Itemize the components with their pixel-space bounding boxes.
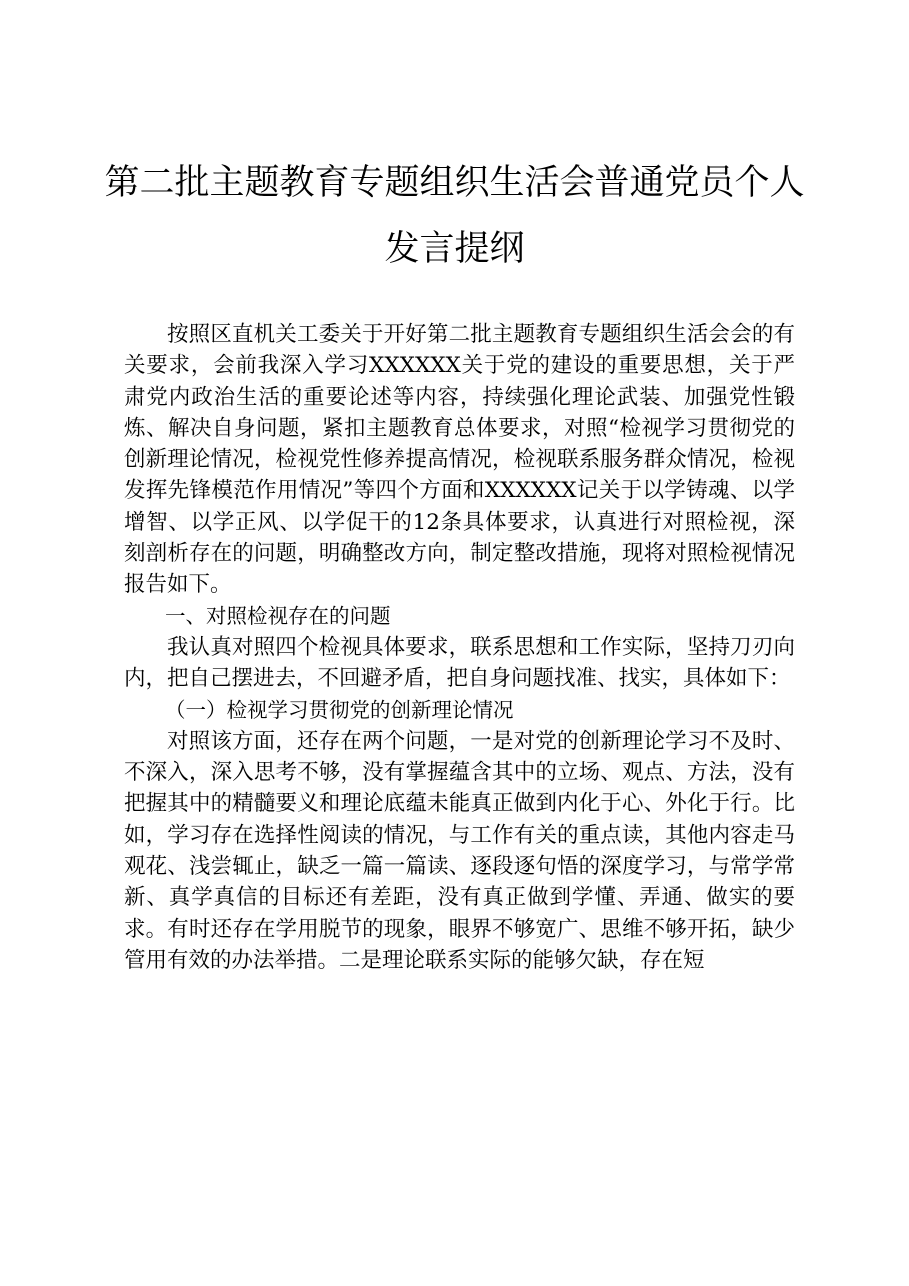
document-title: 第二批主题教育专题组织生活会普通党员个人发言提纲 <box>104 163 805 269</box>
subsection-heading: （一）检视学习贯彻党的创新理论情况 <box>165 697 514 722</box>
intro-paragraph: 按照区直机关工委关于开好第二批主题教育专题组织生活会会的有关要求，会前我深入学习XXXXXX关于党的建设的重要思想，关于严肃党内政治生活的重要论述等内容，持续强化理论武装、加强党性锻炼、解决自身问题，紧扣主题教育总体要求，对照“检视学习贯彻党的创新理论情况，检视党性修养提高情况，检视联系服务群众情况，检视发挥先锋模范作用情况”等四个方面和XXXXXX记关于以学铸魂、以学增智、以学正风、以学促干的12条具体要求，认真进行对照检视，深刻剖析存在的问题，明确整改方向，制定整改措施，现将对照检视情况报告如下。 <box>124 322 795 598</box>
body-paragraph: 我认真对照四个检视具体要求，联系思想和工作实际，坚持刀刃向内，把自己摆进去，不回避矛盾，把自身问题找准、找实，具体如下： <box>124 634 795 692</box>
document-body <box>124 319 795 976</box>
body-paragraph: 对照该方面，还存在两个问题，一是对党的创新理论学习不及时、不深入，深入思考不够，没有掌握蕴含其中的立场、观点、方法，没有把握其中的精髓要义和理论底蕴未能真正做到内化于心、外化于行。比如，学习存在选择性阅读的情况，与工作有关的重点读，其他内容走马观花、浅尝辄止，缺乏一篇一篇读、逐段逐句悟的深度学习，与常学常新、真学真信的目标还有差距，没有真正做到学懂、弄通、做实的要求。有时还存在学用脱节的现象，眼界不够宽广、思维不够开拓，缺少管用有效的办法举措。二是理论联系实际的能够欠缺，存在短 <box>124 728 795 973</box>
section-heading: 一、对照检视存在的问题 <box>165 603 391 628</box>
